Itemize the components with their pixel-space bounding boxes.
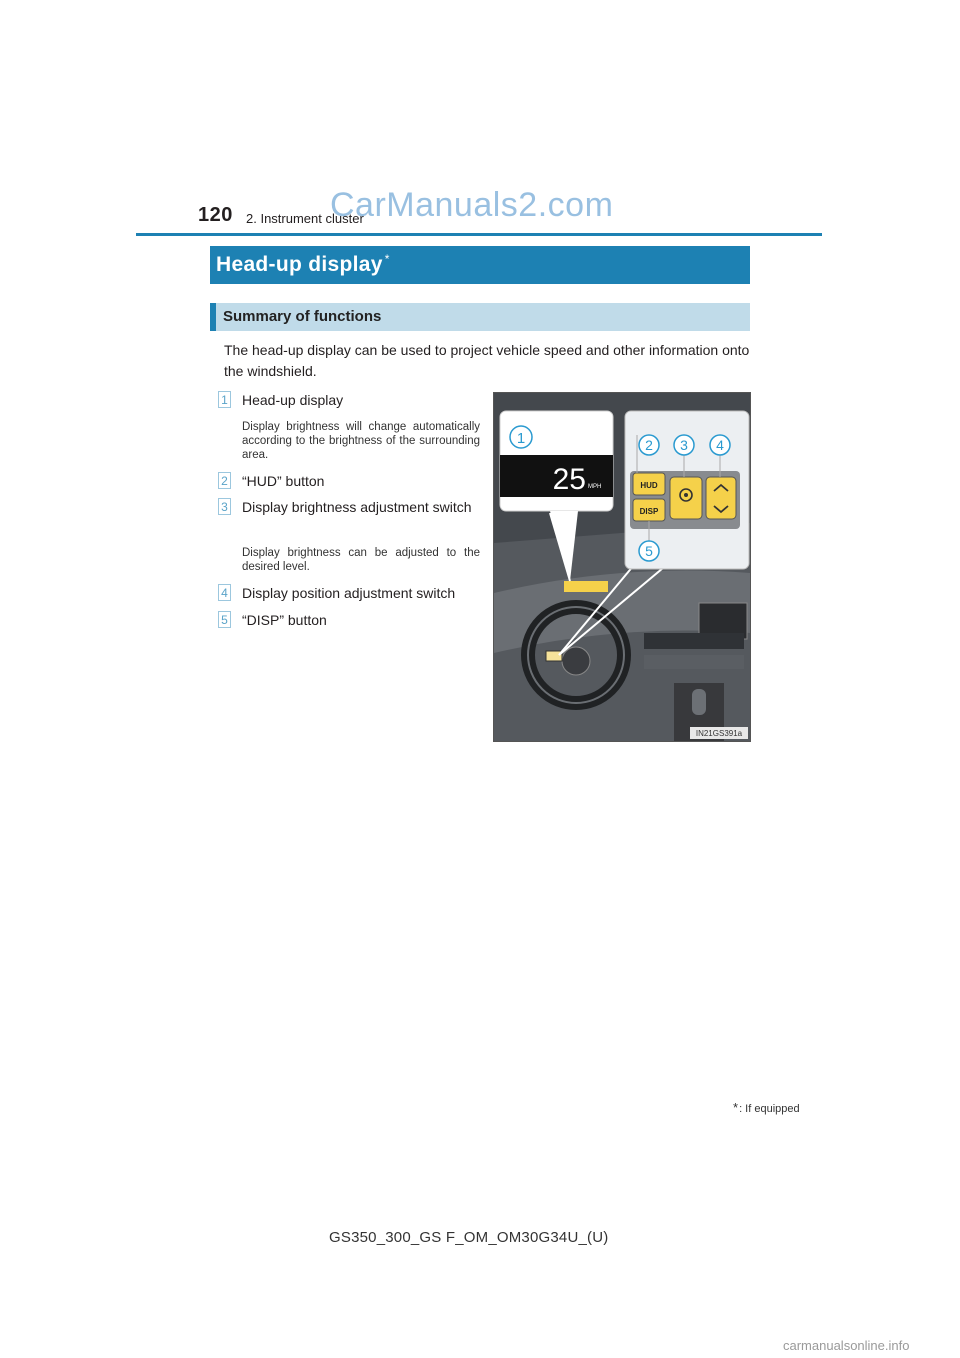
title-bar (210, 246, 750, 284)
item-number: 1 (218, 391, 231, 408)
item-number: 3 (218, 498, 231, 515)
item-title: Head-up display (242, 392, 344, 408)
section-name: 2. Instrument cluster (246, 211, 364, 226)
item-description: Display brightness will change automatically according to the brightness of the surrounding area. (242, 421, 480, 461)
item-title: Display position adjustment switch (242, 585, 456, 601)
watermark-bottom: carmanualsonline.info (783, 1338, 910, 1353)
item-description: Display brightness can be adjusted to the desired level. (242, 547, 480, 573)
watermark-top: CarManuals2.com (330, 186, 614, 224)
callout-1: 1 (516, 430, 526, 447)
hud-illustration (493, 392, 751, 742)
page-number: 120 (198, 204, 233, 226)
subtitle-bar (210, 303, 750, 331)
callout-3: 3 (680, 437, 688, 453)
hud-speed-unit: MPH (588, 484, 602, 490)
item-title: Display brightness adjustment switch (242, 499, 472, 515)
header-rule (136, 233, 822, 236)
callout-2: 2 (645, 437, 653, 453)
hud-speed: 25 (552, 463, 586, 496)
item-number: 4 (218, 584, 231, 601)
page-title-text: Head-up display (216, 253, 383, 276)
item-title: “DISP” button (242, 612, 327, 628)
image-code: IN21GS391a (695, 729, 743, 738)
intro-paragraph: The head-up display can be used to project vehicle speed and other information onto the windshield. (224, 342, 750, 379)
footnote (733, 1100, 800, 1115)
item-number: 5 (218, 611, 231, 628)
footer-code: GS350_300_GS F_OM_OM30G34U_(U) (329, 1229, 609, 1246)
callout-5: 5 (645, 543, 653, 559)
footnote-marker: * (733, 1100, 739, 1115)
item-title: “HUD” button (242, 473, 325, 489)
footnote-text: : If equipped (739, 1103, 800, 1115)
subtitle-accent (210, 303, 216, 331)
item-number: 2 (218, 472, 231, 489)
callout-4: 4 (716, 437, 724, 453)
hud-button-label: HUD (640, 481, 658, 490)
subtitle-text: Summary of functions (223, 308, 382, 325)
page-title (216, 252, 390, 277)
if-equipped-marker: * (384, 252, 390, 266)
disp-button-label: DISP (639, 507, 659, 516)
